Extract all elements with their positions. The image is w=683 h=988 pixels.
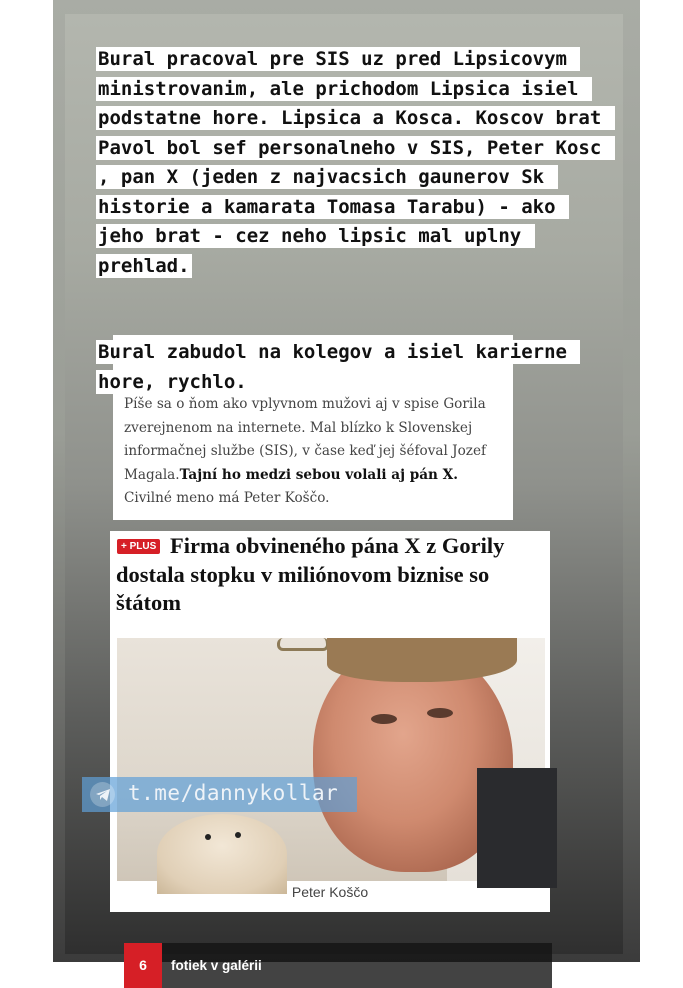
photo-dog-eye	[235, 832, 241, 838]
telegram-icon	[90, 782, 115, 807]
gallery-bar[interactable]	[124, 943, 552, 988]
photo-person-shirt	[477, 768, 557, 888]
gallery-count: 6	[124, 943, 162, 988]
story-paragraph-1	[96, 45, 613, 281]
gallery-label: fotiek v galérii	[171, 958, 262, 973]
quote-text	[124, 393, 509, 511]
photo-dog-eye	[205, 834, 211, 840]
photo-caption: Peter Koščo	[291, 884, 369, 900]
photo-person-eye	[427, 708, 453, 718]
photo-person-eye	[371, 714, 397, 724]
telegram-watermark[interactable]	[82, 777, 357, 812]
plus-badge: + PLUS	[117, 539, 160, 554]
story-paragraph-2	[96, 338, 606, 397]
quote-text-bold: Tajní ho medzi sebou volali aj pán X.	[179, 466, 458, 483]
photo-dog	[157, 814, 287, 894]
story-paragraph-2-text: Bural zabudol na kolegov a isiel karierne hore, rychlo.	[98, 341, 579, 393]
story-paragraph-1-text: Bural pracoval pre SIS uz pred Lipsicovym ministrovanim, ale prichodom Lipsica isiel podstatne hore. Lipsica a Kosca. Koscov brat Pavol bol sef personalneho v SIS, Peter Kosc , pan X (jeden z najvacsich gaunerov Sk historie a kamarata Tomasa Tarabu) - ako jeho brat - cez neho lipsic mal uplny prehlad.	[98, 48, 613, 277]
quote-text-after: Civilné meno má Peter Koščo.	[124, 490, 330, 507]
quote-box	[113, 388, 513, 520]
photo-person-hair	[327, 638, 517, 682]
article-card[interactable]	[110, 531, 550, 973]
watermark-text: t.me/dannykollar	[128, 781, 339, 805]
photo-hook	[277, 638, 329, 651]
article-headline[interactable]: Firma obvineného pána X z Gorily dostala stopku v miliónovom biznise so štátom	[116, 533, 505, 616]
quote-text-before: Píše sa o ňom ako vplyvnom mužovi aj v spise Gorila zverejnenom na internete. Mal blízko k Slovenskej informačnej službe (SIS), v čase keď jej šéfoval Jozef Magala.	[124, 396, 487, 483]
